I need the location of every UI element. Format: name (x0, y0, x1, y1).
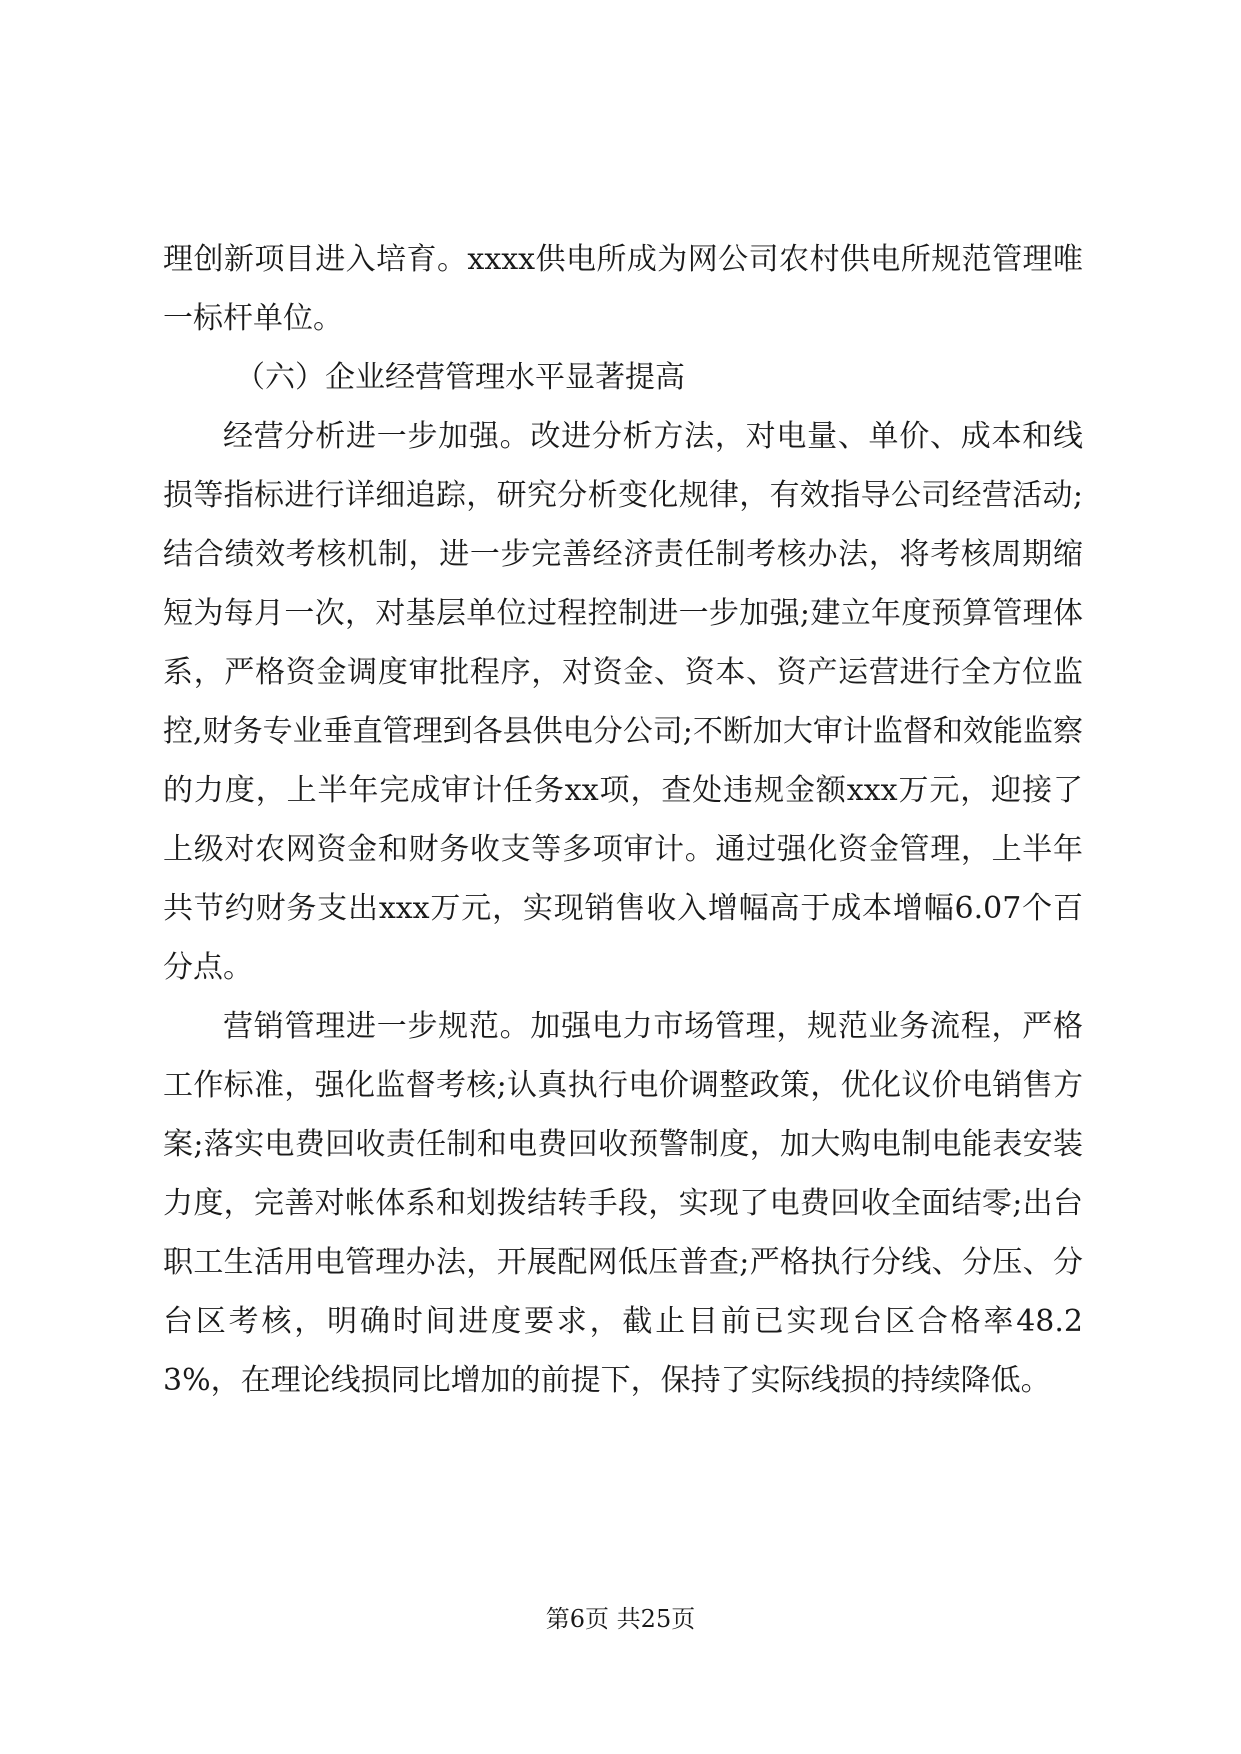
document-body (163, 230, 1083, 1410)
section-heading: （六）企业经营管理水平显著提高 (235, 360, 685, 395)
paragraph-business-analysis: 经营分析进一步加强。改进分析方法，对电量、单价、成本和线损等指标进行详细追踪，研究分析变化规律，有效指导公司经营活动;结合绩效考核机制，进一步完善经济责任制考核办法，将考核周期缩短为每月一次，对基层单位过程控制进一步加强;建立年度预算管理体系，严格资金调度审批程序，对资金、资本、资产运营进行全方位监控,财务专业垂直管理到各县供电分公司;不断加大审计监督和效能监察的力度，上半年完成审计任务xx项，查处违规金额xxx万元，迎接了上级对农网资金和财务收支等多项审计。通过强化资金管理，上半年共节约财务支出xxx万元，实现销售收入增幅高于成本增幅6.07个百分点。 (163, 419, 1083, 985)
paragraph-marketing-management: 营销管理进一步规范。加强电力市场管理，规范业务流程，严格工作标准，强化监督考核;认真执行电价调整政策，优化议价电销售方案;落实电费回收责任制和电费回收预警制度，加大购电制电能表安装力度，完善对帐体系和划拨结转手段，实现了电费回收全面结零;出台职工生活用电管理办法，开展配网低压普查;严格执行分线、分压、分台区考核，明确时间进度要求，截止目前已实现台区合格率48.23%，在理论线损同比增加的前提下，保持了实际线损的持续降低。 (163, 1009, 1083, 1398)
paragraph-continuation: 理创新项目进入培育。xxxx供电所成为网公司农村供电所规范管理唯一标杆单位。 (163, 242, 1083, 336)
page-number-footer: 第6页 共25页 (545, 1605, 696, 1633)
